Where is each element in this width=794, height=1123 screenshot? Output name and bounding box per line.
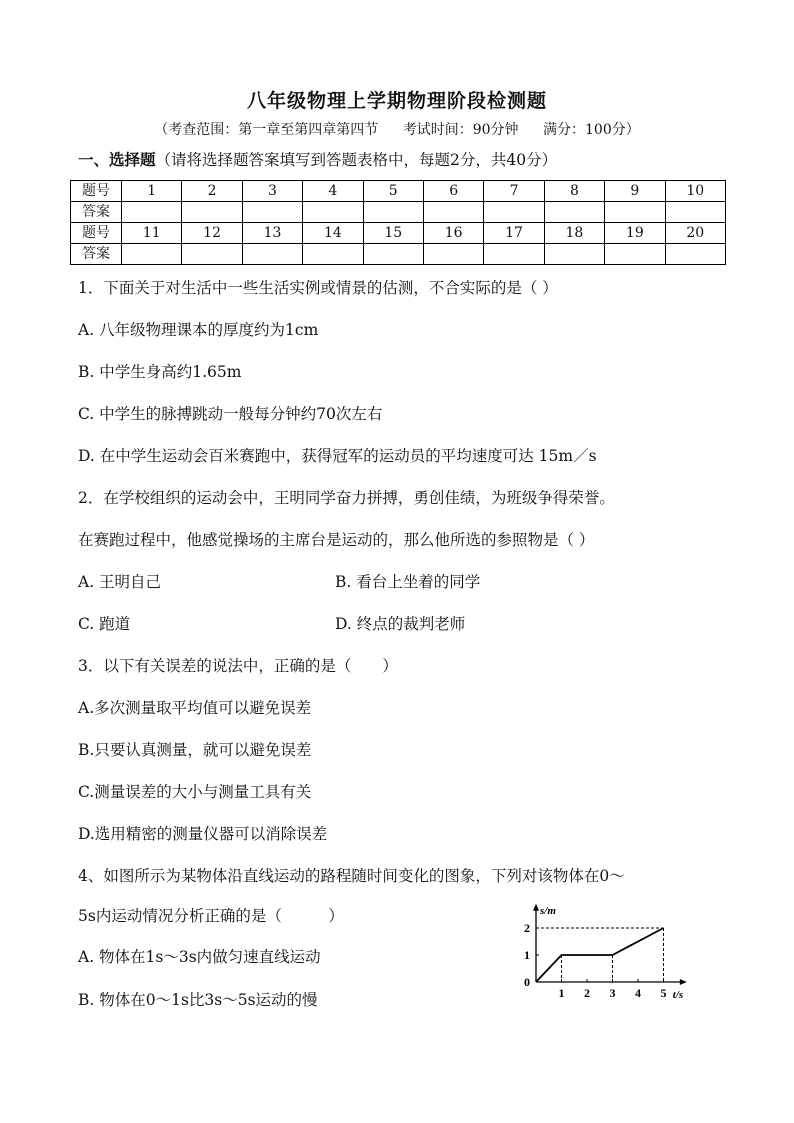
x-axis-label: t/s: [672, 989, 684, 1001]
origin-label: 0: [524, 975, 530, 989]
q1-stem: 1．下面关于对生活中一些生活实例或情景的估测，不合实际的是（ ）: [78, 279, 558, 297]
q3-option-c: C.测量误差的大小与测量工具有关: [78, 783, 312, 801]
answer-cell[interactable]: [484, 202, 544, 223]
table-header-cell: 题号: [71, 223, 122, 244]
x-axis-arrow: [680, 979, 687, 985]
answer-cell[interactable]: [363, 244, 423, 265]
answer-cell[interactable]: [242, 202, 302, 223]
q4-option-b: B. 物体在0～1s比3s～5s运动的慢: [78, 991, 318, 1009]
y-tick-label: 1: [524, 948, 530, 962]
table-header-cell: 答案: [71, 244, 122, 265]
question-number-cell: 9: [605, 181, 665, 202]
exam-info: [0, 119, 794, 139]
exam-scope: （考查范围：第一章至第四章第四节: [154, 122, 379, 138]
answer-cell[interactable]: [122, 202, 182, 223]
answer-cell[interactable]: [484, 244, 544, 265]
question-number-cell: 1: [122, 181, 182, 202]
y-tick-label: 2: [524, 921, 530, 935]
question-number-cell: 12: [182, 223, 242, 244]
q2-option-b: B. 看台上坐着的同学: [335, 573, 481, 591]
x-tick-label: 2: [584, 986, 590, 1000]
section-title: 一、选择题: [78, 150, 156, 169]
question-number-cell: 7: [484, 181, 544, 202]
series-line: [536, 928, 664, 982]
answer-cell[interactable]: [242, 244, 302, 265]
question-number-cell: 13: [242, 223, 302, 244]
table-row: [71, 244, 726, 265]
answer-cell[interactable]: [122, 244, 182, 265]
question-number-cell: 16: [423, 223, 483, 244]
answer-cell[interactable]: [303, 244, 363, 265]
q3-option-a: A.多次测量取平均值可以避免误差: [78, 699, 312, 717]
x-tick-label: 3: [609, 986, 616, 1000]
x-tick-label: 1: [558, 986, 565, 1000]
question-number-cell: 14: [303, 223, 363, 244]
answer-cell[interactable]: [303, 202, 363, 223]
answer-cell[interactable]: [182, 202, 242, 223]
question-number-cell: 6: [423, 181, 483, 202]
table-row: [71, 202, 726, 223]
question-number-cell: 18: [544, 223, 604, 244]
q4-stem-line2: 5s内运动情况分析正确的是（ ）: [78, 907, 344, 925]
q2-stem-line1: 2．在学校组织的运动会中，王明同学奋力拼搏，勇创佳绩，为班级争得荣誉。: [78, 489, 615, 507]
answer-cell[interactable]: [665, 202, 725, 223]
q1-option-d: D. 在中学生运动会百米赛跑中，获得冠军的运动员的平均速度可达 15m／s: [78, 447, 597, 465]
question-number-cell: 8: [544, 181, 604, 202]
q2-option-a: A. 王明自己: [78, 573, 162, 591]
q3-stem: 3．以下有关误差的说法中，正确的是（ ）: [78, 657, 398, 675]
table-header-cell: 答案: [71, 202, 122, 223]
q3-option-d: D.选用精密的测量仪器可以消除误差: [78, 825, 328, 843]
question-number-cell: 10: [665, 181, 725, 202]
exam-score: 满分：100分）: [543, 122, 640, 138]
table-row: [71, 181, 726, 202]
question-number-cell: 4: [303, 181, 363, 202]
question-number-cell: 20: [665, 223, 725, 244]
answer-cell[interactable]: [665, 244, 725, 265]
table-row: [71, 223, 726, 244]
answer-cell[interactable]: [423, 244, 483, 265]
q1-option-a: A. 八年级物理课本的厚度约为1cm: [78, 321, 319, 339]
answer-cell[interactable]: [363, 202, 423, 223]
q3-option-b: B.只要认真测量，就可以避免误差: [78, 741, 312, 759]
q1-option-c: C. 中学生的脉搏跳动一般每分钟约70次左右: [78, 405, 383, 423]
exam-time: 考试时间：90分钟: [402, 122, 519, 138]
q4-stem-line1: 4、如图所示为某物体沿直线运动的路程随时间变化的图象，下列对该物体在0～: [78, 867, 625, 885]
question-number-cell: 2: [182, 181, 242, 202]
answer-cell[interactable]: [182, 244, 242, 265]
y-axis-label: s/m: [540, 904, 556, 917]
x-tick-label: 4: [635, 986, 641, 1000]
q1-option-b: B. 中学生身高约1.65m: [78, 363, 242, 381]
section-heading: [78, 148, 557, 170]
question-number-cell: 15: [363, 223, 423, 244]
answer-cell[interactable]: [423, 202, 483, 223]
x-tick-label: 5: [660, 986, 667, 1000]
s-t-graph: [510, 892, 710, 1004]
question-number-cell: 3: [242, 181, 302, 202]
answer-table: [70, 180, 726, 265]
table-header-cell: 题号: [71, 181, 122, 202]
q2-stem-line2: 在赛跑过程中，他感觉操场的主席台是运动的，那么他所选的参照物是（ ）: [78, 531, 595, 549]
y-axis-arrow: [533, 904, 539, 911]
answer-cell[interactable]: [605, 202, 665, 223]
q2-option-d: D. 终点的裁判老师: [335, 615, 466, 633]
question-number-cell: 17: [484, 223, 544, 244]
question-number-cell: 19: [605, 223, 665, 244]
answer-cell[interactable]: [544, 202, 604, 223]
answer-cell[interactable]: [605, 244, 665, 265]
section-note: （请将选择题答案填写到答题表格中，每题2分，共40分）: [155, 151, 558, 169]
page-title: 八年级物理上学期物理阶段检测题: [246, 90, 547, 112]
q2-option-c: C. 跑道: [78, 615, 131, 633]
question-number-cell: 5: [363, 181, 423, 202]
question-number-cell: 11: [122, 223, 182, 244]
q4-option-a: A. 物体在1s～3s内做匀速直线运动: [78, 948, 321, 966]
answer-cell[interactable]: [544, 244, 604, 265]
